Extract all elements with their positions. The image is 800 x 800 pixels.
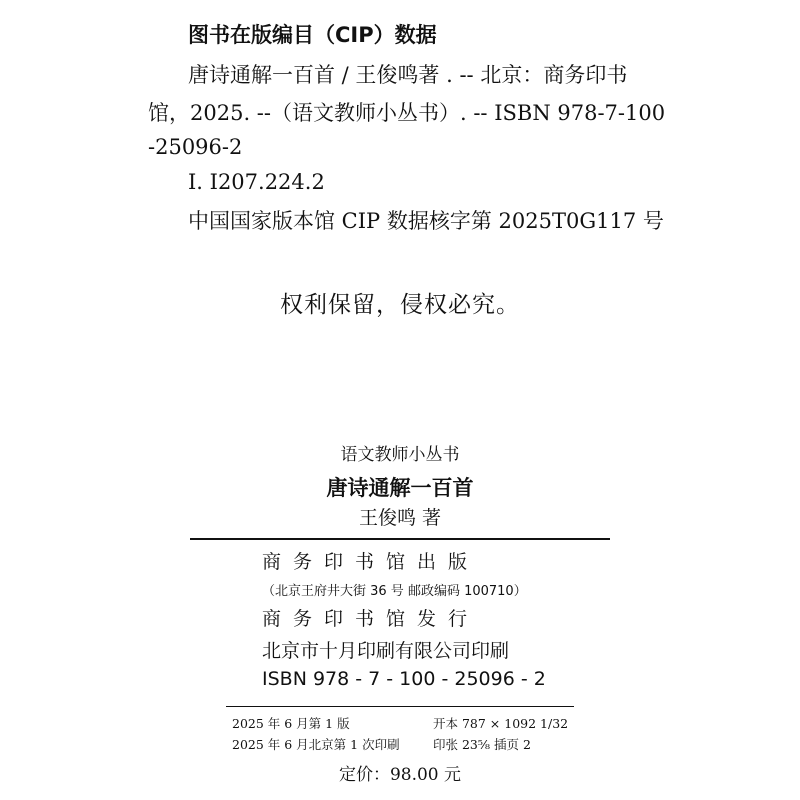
author-line: 王俊鸣 著 xyxy=(358,507,442,529)
printer-line: 北京市十月印刷有限公司印刷 xyxy=(262,640,510,662)
edition-date: 2025 年 6 月第 1 版 xyxy=(232,716,350,731)
price: 定价：98.00 元 xyxy=(338,765,462,785)
printing-date: 2025 年 6 月北京第 1 次印刷 xyxy=(232,737,400,752)
cip-line-1: 唐诗通解一百首 / 王俊鸣著 . -- 北京：商务印书 xyxy=(188,63,628,87)
print-sheets: 印张 23⅝ 插页 2 xyxy=(433,737,531,752)
cip-title: 图书在版编目（CIP）数据 xyxy=(188,23,437,47)
distributor-line: 商务印书馆发行 xyxy=(262,608,480,630)
publisher-line: 商务印书馆出版 xyxy=(262,551,480,573)
cip-classification: I. I207.224.2 xyxy=(188,170,325,194)
divider-bottom xyxy=(226,706,574,707)
rights-notice: 权利保留，侵权必究。 xyxy=(280,292,520,318)
cip-registration: 中国国家版本馆 CIP 数据核字第 2025T0G117 号 xyxy=(188,209,664,233)
cip-line-3: -25096-2 xyxy=(148,135,243,159)
cip-line-2: 馆，2025. --（语文教师小丛书）. -- ISBN 978-7-100 xyxy=(148,101,666,125)
divider-top xyxy=(190,538,610,540)
book-format: 开本 787 × 1092 1/32 xyxy=(433,716,569,731)
publisher-address: （北京王府井大街 36 号 邮政编码 100710） xyxy=(262,584,527,599)
isbn-line: ISBN 978 - 7 - 100 - 25096 - 2 xyxy=(262,668,546,690)
series-name: 语文教师小丛书 xyxy=(340,445,460,465)
book-title: 唐诗通解一百首 xyxy=(326,476,474,500)
